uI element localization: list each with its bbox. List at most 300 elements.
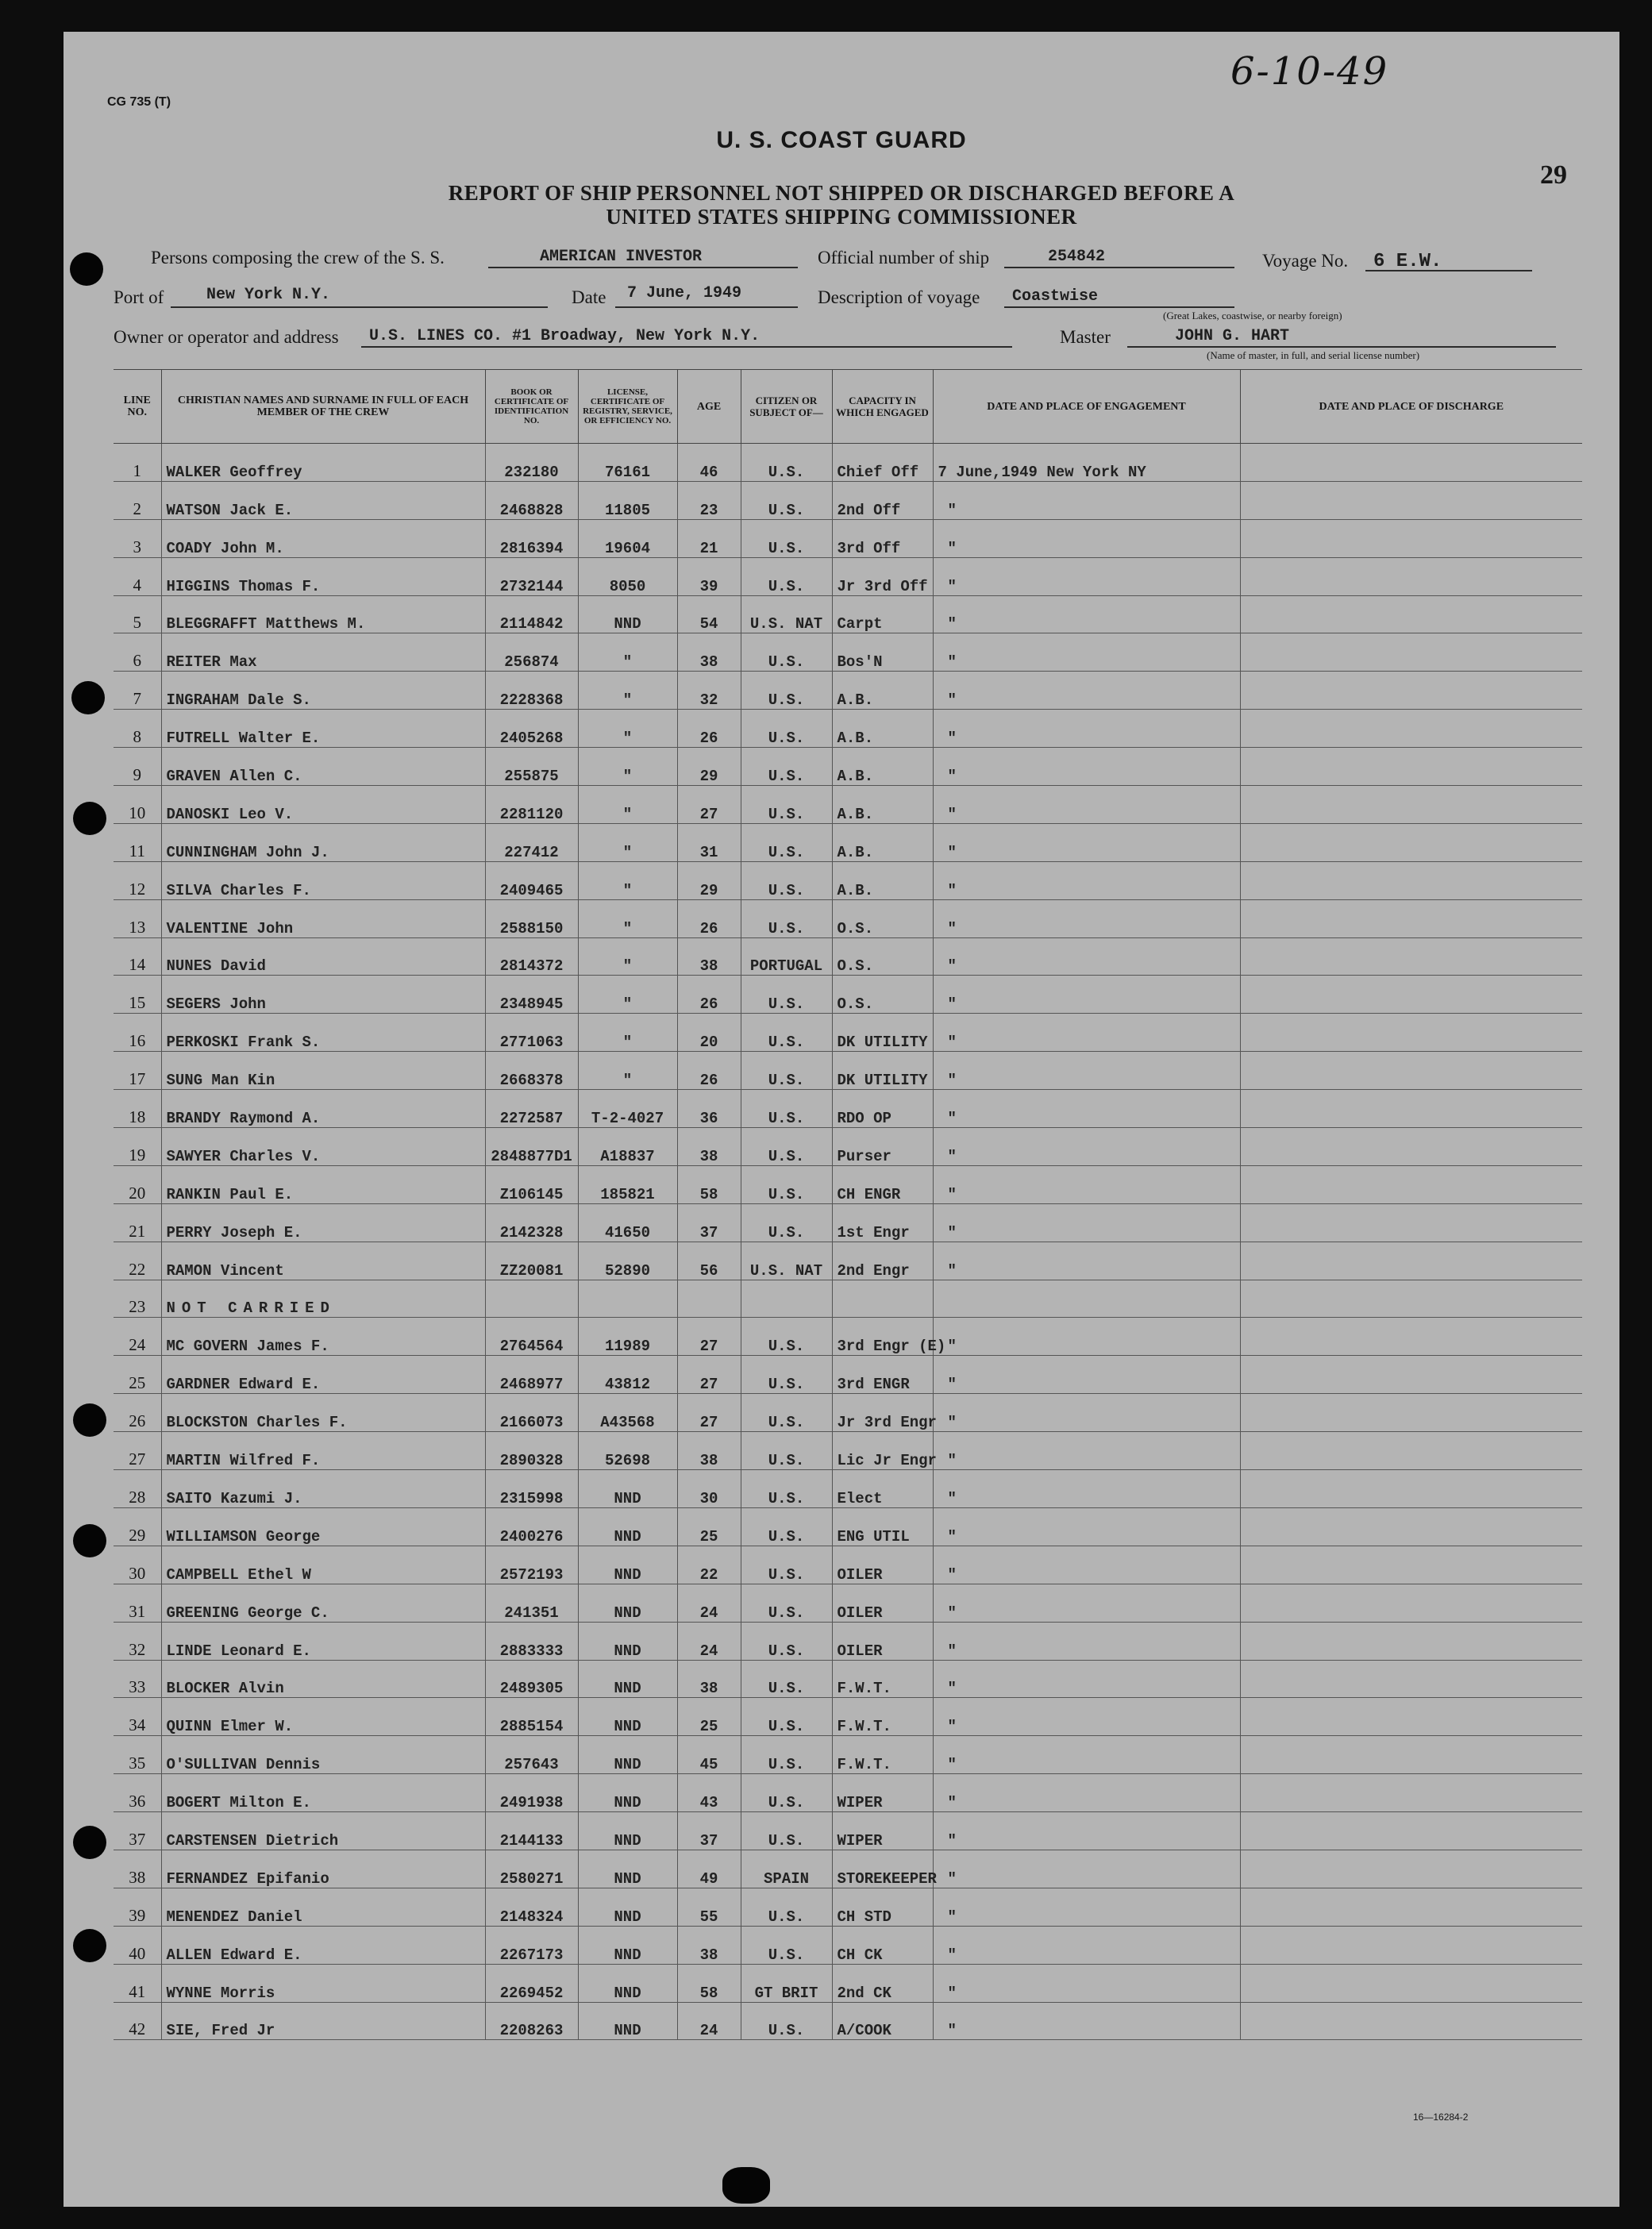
crew-name-cell: CARSTENSEN Dietrich [161,1812,485,1850]
date: 7 June, 1949 [627,284,742,302]
license-number-cell [578,1280,677,1318]
book-number-cell: 2491938 [485,1774,578,1812]
line-number-cell: 23 [114,1280,161,1318]
discharge-cell [1240,1356,1582,1394]
crew-name-cell: WYNNE Morris [161,1964,485,2002]
crew-name-cell: SAWYER Charles V. [161,1128,485,1166]
crew-name-cell: BLOCKSTON Charles F. [161,1394,485,1432]
line-number-cell: 12 [114,861,161,899]
capacity-cell: Jr 3rd Engr [832,1394,933,1432]
date-underline [615,306,798,308]
age-cell: 38 [677,633,741,672]
header-license: LICENSE, CERTIFICATE OF REGISTRY, SERVICE, OR EFFICIENCY NO. [578,370,677,444]
citizenship-cell: PORTUGAL [741,937,832,976]
citizenship-cell: U.S. [741,2002,832,2040]
citizenship-cell: U.S. [741,1546,832,1584]
book-number-cell: 2732144 [485,557,578,595]
age-cell: 55 [677,1888,741,1926]
book-number-cell: 2315998 [485,1470,578,1508]
discharge-cell [1240,1014,1582,1052]
age-cell: 39 [677,557,741,595]
citizenship-cell: U.S. [741,519,832,557]
line-number-cell: 31 [114,1584,161,1622]
table-header-row [114,370,1582,444]
license-number-cell: 43812 [578,1356,677,1394]
discharge-cell [1240,823,1582,861]
line-number-cell: 26 [114,1394,161,1432]
license-number-cell: 11989 [578,1318,677,1356]
citizenship-cell: U.S. [741,1698,832,1736]
book-number-cell: 2400276 [485,1507,578,1546]
table-row [114,595,1582,633]
book-number-cell: 2208263 [485,2002,578,2040]
citizenship-cell: U.S. [741,557,832,595]
line-number-cell: 9 [114,748,161,786]
citizenship-cell: U.S. [741,748,832,786]
capacity-cell: WIPER [832,1774,933,1812]
age-cell: 27 [677,1394,741,1432]
crew-name-cell: WATSON Jack E. [161,481,485,519]
crew-name-cell: VALENTINE John [161,899,485,937]
print-code: 16—16284-2 [1413,2112,1469,2123]
capacity-cell: RDO OP [832,1090,933,1128]
citizenship-cell: U.S. [741,481,832,519]
book-number-cell: 255875 [485,748,578,786]
table-row [114,1774,1582,1812]
age-cell: 58 [677,1165,741,1203]
age-cell: 26 [677,1052,741,1090]
discharge-cell [1240,786,1582,824]
table-row [114,1280,1582,1318]
discharge-cell [1240,937,1582,976]
engagement-cell: " [933,595,1240,633]
book-number-cell: 2580271 [485,1850,578,1888]
engagement-cell: " [933,748,1240,786]
age-cell: 37 [677,1812,741,1850]
age-cell: 38 [677,1660,741,1698]
table-row [114,1584,1582,1622]
capacity-cell: OILER [832,1546,933,1584]
engagement-cell [933,1280,1240,1318]
table-row [114,1242,1582,1280]
book-number-cell: 256874 [485,633,578,672]
citizenship-cell: U.S. [741,710,832,748]
capacity-cell: O.S. [832,976,933,1014]
crew-name-cell: NUNES David [161,937,485,976]
engagement-cell: " [933,481,1240,519]
crew-name-cell: SAITO Kazumi J. [161,1470,485,1508]
discharge-cell [1240,1698,1582,1736]
discharge-cell [1240,1660,1582,1698]
license-number-cell: 185821 [578,1165,677,1203]
age-cell: 30 [677,1470,741,1508]
discharge-cell [1240,976,1582,1014]
license-number-cell: " [578,633,677,672]
age-cell: 26 [677,899,741,937]
table-row [114,1470,1582,1508]
license-number-cell: NND [578,1584,677,1622]
citizenship-cell: U.S. [741,1128,832,1166]
capacity-cell: A.B. [832,861,933,899]
license-number-cell: 52698 [578,1432,677,1470]
engagement-cell: " [933,1584,1240,1622]
table-row [114,823,1582,861]
book-number-cell: 227412 [485,823,578,861]
age-cell: 25 [677,1507,741,1546]
crew-name-cell: CUNNINGHAM John J. [161,823,485,861]
table-row [114,672,1582,710]
age-cell: 36 [677,1090,741,1128]
engagement-cell: " [933,823,1240,861]
citizenship-cell [741,1280,832,1318]
crew-name-cell: PERKOSKI Frank S. [161,1014,485,1052]
age-cell: 58 [677,1964,741,2002]
license-number-cell: NND [578,1546,677,1584]
discharge-cell [1240,1964,1582,2002]
header-discharge: DATE AND PLACE OF DISCHARGE [1240,370,1582,444]
capacity-cell: 2nd Off [832,481,933,519]
line-number-cell: 16 [114,1014,161,1052]
master: JOHN G. HART [1175,327,1290,345]
table-row [114,1394,1582,1432]
port: New York N.Y. [206,286,331,304]
report-title-line1: REPORT OF SHIP PERSONNEL NOT SHIPPED OR DISCHARGED BEFORE A [448,181,1235,205]
header-book: BOOK OR CERTIFICATE OF IDENTIFICATION NO. [485,370,578,444]
citizenship-cell: U.S. [741,1014,832,1052]
discharge-cell [1240,1774,1582,1812]
capacity-cell: 3rd Engr (E) [832,1318,933,1356]
capacity-cell: Purser [832,1128,933,1166]
crew-name-cell: CAMPBELL Ethel W [161,1546,485,1584]
crew-name-cell: SUNG Man Kin [161,1052,485,1090]
age-cell: 26 [677,710,741,748]
book-number-cell: 2764564 [485,1318,578,1356]
age-cell: 56 [677,1242,741,1280]
table-row [114,1698,1582,1736]
license-number-cell: NND [578,595,677,633]
age-cell: 23 [677,481,741,519]
discharge-cell [1240,1888,1582,1926]
age-cell: 26 [677,976,741,1014]
punch-hole [73,1826,106,1859]
document-page [64,32,1619,2207]
age-cell: 24 [677,1584,741,1622]
line-number-cell: 42 [114,2002,161,2040]
report-title-line2: UNITED STATES SHIPPING COMMISSIONER [606,205,1077,229]
discharge-cell [1240,1736,1582,1774]
engagement-cell: " [933,1432,1240,1470]
discharge-cell [1240,1203,1582,1242]
table-row [114,1888,1582,1926]
capacity-cell: OILER [832,1584,933,1622]
engagement-cell: " [933,1356,1240,1394]
page-number: 29 [1540,160,1567,190]
line-number-cell: 15 [114,976,161,1014]
owner-label: Owner or operator and address [114,327,339,347]
capacity-cell: A.B. [832,672,933,710]
book-number-cell: Z106145 [485,1165,578,1203]
table-row [114,1736,1582,1774]
discharge-cell [1240,1394,1582,1432]
discharge-cell [1240,481,1582,519]
engagement-cell: " [933,1242,1240,1280]
master-underline [1127,346,1556,348]
line-number-cell: 32 [114,1622,161,1660]
capacity-cell: STOREKEEPER [832,1850,933,1888]
crew-name-cell: BLOCKER Alvin [161,1660,485,1698]
age-cell: 38 [677,937,741,976]
ink-blot [722,2167,770,2204]
table-row [114,937,1582,976]
line-number-cell: 14 [114,937,161,976]
citizenship-cell: U.S. [741,1432,832,1470]
capacity-cell: 2nd CK [832,1964,933,2002]
capacity-cell: F.W.T. [832,1736,933,1774]
capacity-cell: 2nd Engr [832,1242,933,1280]
age-cell: 27 [677,1356,741,1394]
line-number-cell: 11 [114,823,161,861]
engagement-cell: " [933,1165,1240,1203]
license-number-cell: " [578,1052,677,1090]
discharge-cell [1240,672,1582,710]
punch-hole [73,1524,106,1557]
book-number-cell: 2771063 [485,1014,578,1052]
description-label: Description of voyage [818,287,980,307]
citizenship-cell: U.S. [741,1584,832,1622]
book-number-cell: 2281120 [485,786,578,824]
age-cell: 54 [677,595,741,633]
capacity-cell: CH ENGR [832,1165,933,1203]
discharge-cell [1240,1052,1582,1090]
crew-name-cell: ALLEN Edward E. [161,1926,485,1964]
engagement-cell: " [933,1850,1240,1888]
header-line-no: LINE NO. [114,370,161,444]
book-number-cell: 2114842 [485,595,578,633]
line-number-cell: 40 [114,1926,161,1964]
citizenship-cell: U.S. [741,1470,832,1508]
engagement-cell: " [933,1090,1240,1128]
port-label: Port of [114,287,164,307]
book-number-cell: 241351 [485,1584,578,1622]
line-number-cell: 18 [114,1090,161,1128]
engagement-cell: " [933,1964,1240,2002]
crew-name-cell: GRAVEN Allen C. [161,748,485,786]
table-row [114,1165,1582,1203]
capacity-cell: Chief Off [832,444,933,482]
engagement-cell: 7 June,1949 New York NY [933,444,1240,482]
book-number-cell: 2890328 [485,1432,578,1470]
table-row [114,481,1582,519]
engagement-cell: " [933,1660,1240,1698]
discharge-cell [1240,1165,1582,1203]
line-number-cell: 22 [114,1242,161,1280]
description: Coastwise [1012,287,1099,306]
license-number-cell: 11805 [578,481,677,519]
age-cell: 21 [677,519,741,557]
license-number-cell: NND [578,1660,677,1698]
capacity-cell: A.B. [832,710,933,748]
age-cell: 20 [677,1014,741,1052]
crew-name-cell: SEGERS John [161,976,485,1014]
license-number-cell: NND [578,1926,677,1964]
table-row [114,1926,1582,1964]
citizenship-cell: U.S. [741,1926,832,1964]
license-number-cell: 52890 [578,1242,677,1280]
engagement-cell: " [933,1546,1240,1584]
discharge-cell [1240,444,1582,482]
discharge-cell [1240,1242,1582,1280]
book-number-cell: 2267173 [485,1926,578,1964]
line-number-cell: 39 [114,1888,161,1926]
book-number-cell: 257643 [485,1736,578,1774]
crew-name-cell: FUTRELL Walter E. [161,710,485,748]
age-cell: 43 [677,1774,741,1812]
table-row [114,1812,1582,1850]
age-cell: 49 [677,1850,741,1888]
capacity-cell: Elect [832,1470,933,1508]
discharge-cell [1240,1432,1582,1470]
crew-name-cell: BLEGGRAFFT Matthews M. [161,595,485,633]
engagement-cell: " [933,1394,1240,1432]
line-number-cell: 37 [114,1812,161,1850]
license-number-cell: 41650 [578,1203,677,1242]
table-row [114,1318,1582,1356]
citizenship-cell: U.S. [741,1394,832,1432]
age-cell: 32 [677,672,741,710]
header-age: AGE [677,370,741,444]
discharge-cell [1240,1507,1582,1546]
table-row [114,633,1582,672]
line-number-cell: 1 [114,444,161,482]
discharge-cell [1240,557,1582,595]
crew-name-cell: DANOSKI Leo V. [161,786,485,824]
line-number-cell: 30 [114,1546,161,1584]
discharge-cell [1240,861,1582,899]
citizenship-cell: U.S. [741,1622,832,1660]
book-number-cell: 2405268 [485,710,578,748]
discharge-cell [1240,748,1582,786]
line-number-cell: 28 [114,1470,161,1508]
discharge-cell [1240,1470,1582,1508]
age-cell: 25 [677,1698,741,1736]
table-row [114,1432,1582,1470]
voyage-label: Voyage No. [1262,251,1349,271]
capacity-cell: WIPER [832,1812,933,1850]
license-number-cell: " [578,710,677,748]
table-row [114,1052,1582,1090]
citizenship-cell: U.S. [741,633,832,672]
age-cell: 38 [677,1128,741,1166]
crew-name-cell: LINDE Leonard E. [161,1622,485,1660]
license-number-cell: NND [578,1888,677,1926]
capacity-cell: 3rd Off [832,519,933,557]
license-number-cell: " [578,1014,677,1052]
official-number-label: Official number of ship [818,248,990,268]
punch-hole [73,802,106,835]
book-number-cell: 2144133 [485,1812,578,1850]
discharge-cell [1240,1622,1582,1660]
ship-name-underline [488,267,798,268]
citizenship-cell: U.S. [741,1736,832,1774]
age-cell [677,1280,741,1318]
license-number-cell: NND [578,1507,677,1546]
license-number-cell: " [578,823,677,861]
age-cell: 31 [677,823,741,861]
book-number-cell: 2269452 [485,1964,578,2002]
engagement-cell: " [933,1736,1240,1774]
engagement-cell: " [933,786,1240,824]
age-cell: 29 [677,861,741,899]
age-cell: 24 [677,1622,741,1660]
line-number-cell: 5 [114,595,161,633]
capacity-cell: O.S. [832,937,933,976]
engagement-cell: " [933,1203,1240,1242]
license-number-cell: NND [578,1622,677,1660]
book-number-cell: 232180 [485,444,578,482]
owner-underline [361,346,1012,348]
crew-name-cell: RAMON Vincent [161,1242,485,1280]
license-number-cell: A18837 [578,1128,677,1166]
book-number-cell: 2885154 [485,1698,578,1736]
crew-name-cell: REITER Max [161,633,485,672]
punch-hole [71,681,105,714]
crew-name-cell: WILLIAMSON George [161,1507,485,1546]
book-number-cell: 2148324 [485,1888,578,1926]
line-number-cell: 35 [114,1736,161,1774]
book-number-cell: 2816394 [485,519,578,557]
license-number-cell: " [578,937,677,976]
license-number-cell: A43568 [578,1394,677,1432]
table-row [114,1090,1582,1128]
table-row [114,1660,1582,1698]
age-cell: 27 [677,1318,741,1356]
line-number-cell: 8 [114,710,161,748]
engagement-cell: " [933,633,1240,672]
line-number-cell: 38 [114,1850,161,1888]
table-row [114,1014,1582,1052]
capacity-cell: F.W.T. [832,1698,933,1736]
table-row [114,861,1582,899]
citizenship-cell: U.S. [741,672,832,710]
punch-hole [70,252,103,286]
date-label: Date [572,287,607,307]
book-number-cell: 2848877D1 [485,1128,578,1166]
engagement-cell: " [933,976,1240,1014]
table-row [114,1964,1582,2002]
line-number-cell: 13 [114,899,161,937]
line-number-cell: 19 [114,1128,161,1166]
engagement-cell: " [933,1507,1240,1546]
book-number-cell: 2668378 [485,1052,578,1090]
book-number-cell: ZZ20081 [485,1242,578,1280]
license-number-cell: NND [578,1850,677,1888]
license-number-cell: " [578,672,677,710]
table-row [114,519,1582,557]
citizenship-cell: U.S. [741,976,832,1014]
capacity-cell: DK UTILITY [832,1014,933,1052]
crew-name-cell: RANKIN Paul E. [161,1165,485,1203]
citizenship-cell: U.S. [741,1774,832,1812]
master-label: Master [1060,327,1111,347]
crew-name-cell: QUINN Elmer W. [161,1698,485,1736]
line-number-cell: 20 [114,1165,161,1203]
handwritten-date: 6-10-49 [1230,49,1389,94]
discharge-cell [1240,595,1582,633]
engagement-cell: " [933,519,1240,557]
line-number-cell: 25 [114,1356,161,1394]
engagement-cell: " [933,861,1240,899]
discharge-cell [1240,1090,1582,1128]
